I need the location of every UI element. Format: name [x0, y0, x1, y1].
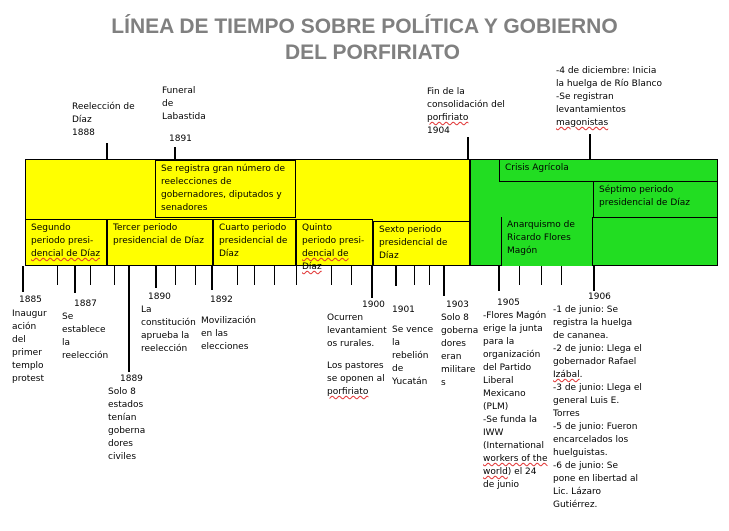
year-1892: 1892 [210, 295, 233, 305]
minor-tick [561, 266, 562, 285]
minor-tick [331, 266, 332, 285]
label-1901: Se vence la rebelión de Yucatán [392, 325, 434, 387]
tick-1890 [155, 266, 157, 288]
minor-tick [351, 266, 352, 285]
tick-1906 [593, 266, 595, 291]
tick-1887 [74, 266, 76, 293]
year-1890: 1890 [148, 292, 171, 302]
tick-1904 [467, 137, 469, 159]
tick-1889 [128, 266, 130, 372]
page-title [0, 15, 729, 39]
label-1903: Solo 8 goberna dores eran militare s [441, 313, 479, 388]
year-1906: 1906 [588, 292, 611, 302]
tick-1906-top [589, 134, 591, 159]
label-fin-consolidacion: Fin de la consolidación del porfiriato 1904 [427, 87, 505, 136]
box-tercer-periodo: Tercer periodo presidencial de Díaz [107, 219, 213, 266]
box-cuarto-periodo: Cuarto periodo presidencial de Díaz [213, 219, 296, 266]
segundo-periodo-underlined: dencial de Díaz [31, 249, 101, 259]
year-1885: 1885 [19, 295, 42, 305]
label-1906: -1 de junio: Se registra la huelga de cananea. -2 de junio: Llega el gobernador Rafael Izábal. -3 de junio: Llega el general Luis E. Torres -5 de junio: Fueron encarcelados los huelguistas. -6 de junio: Se pone en libertad al Lic. Lázaro Gutiérrez. [553, 305, 642, 510]
label-1900-pastores: Los pastores se oponen al porfiriato [327, 361, 385, 397]
minor-tick [175, 266, 176, 285]
box-gran-numero-reelecciones: Se registra gran número de reelecciones de gobernadores, diputados y senadores [155, 160, 296, 218]
minor-tick [429, 266, 430, 285]
label-1891: 1891 [169, 134, 192, 144]
tick-1901 [395, 266, 397, 286]
box-segundo-periodo: Segundo periodo presi- dencial de Díaz [25, 219, 107, 266]
quinto-periodo-underlined: dencial de Díaz [302, 249, 349, 272]
year-1901: 1901 [392, 305, 415, 315]
minor-tick [237, 266, 238, 285]
minor-tick [519, 266, 520, 285]
tick-1892 [211, 266, 213, 290]
box-sexto-periodo: Sexto periodo presidencial de Díaz [373, 221, 470, 266]
tick-1885 [22, 266, 24, 292]
minor-tick [274, 266, 275, 285]
label-1892: Movilización en las elecciones [201, 316, 256, 352]
tick-1903 [443, 266, 445, 296]
tick-1891 [174, 147, 176, 160]
label-1885: Inaugur ación del primer templo protest [12, 309, 47, 384]
box-crisis-agricola: Crisis Agrícola [499, 159, 718, 182]
minor-tick [114, 266, 115, 285]
label-1887: Se establece la reelección [62, 312, 109, 361]
year-1905: 1905 [497, 298, 520, 308]
label-reeleccion-1888: Reelección de Díaz 1888 [72, 102, 135, 138]
year-1900: 1900 [362, 300, 385, 310]
minor-tick [254, 266, 255, 285]
label-1889: Solo 8 estados tenían goberna dores civiles [108, 387, 146, 462]
page-subtitle [0, 41, 729, 65]
minor-tick [195, 266, 196, 285]
tick-1905 [498, 266, 500, 291]
year-1903: 1903 [446, 300, 469, 310]
minor-tick [90, 266, 91, 285]
year-1887: 1887 [74, 299, 97, 309]
minor-tick [57, 266, 58, 285]
box-septimo-periodo: Séptimo periodo presidencial de Díaz [593, 181, 718, 218]
divider-green [501, 218, 502, 266]
box-anarquismo: Anarquismo de Ricardo Flores Magón [501, 217, 593, 266]
tick-1888 [106, 143, 108, 159]
label-4-diciembre: -4 de diciembre: Inicia la huelga de Río Blanco -Se registran levantamientos magonistas [556, 66, 662, 128]
label-1900-levantamientos: Ocurren levantamient os rurales. [327, 313, 387, 349]
box-quinto-periodo: Quinto periodo presi- dencial de Díaz [296, 219, 373, 266]
title-line-1: LÍNEA DE TIEMPO SOBRE POLÍTICA Y GOBIERNO [111, 15, 618, 38]
minor-tick [541, 266, 542, 285]
label-1905: -Flores Magón erige la junta para la organización del Partido Liberal Mexicano (PLM) -Se funda la IWW (International workers of the world) el 24 de junio [483, 311, 548, 490]
tick-1900 [371, 266, 373, 298]
title-line-2: DEL PORFIRIATO [284, 41, 460, 64]
minor-tick [414, 266, 415, 285]
year-1889: 1889 [120, 374, 143, 384]
minor-tick [296, 266, 297, 285]
label-funeral-labastida: Funeral de Labastida [162, 86, 206, 122]
label-1890: La constitución aprueba la reelección [141, 305, 196, 354]
